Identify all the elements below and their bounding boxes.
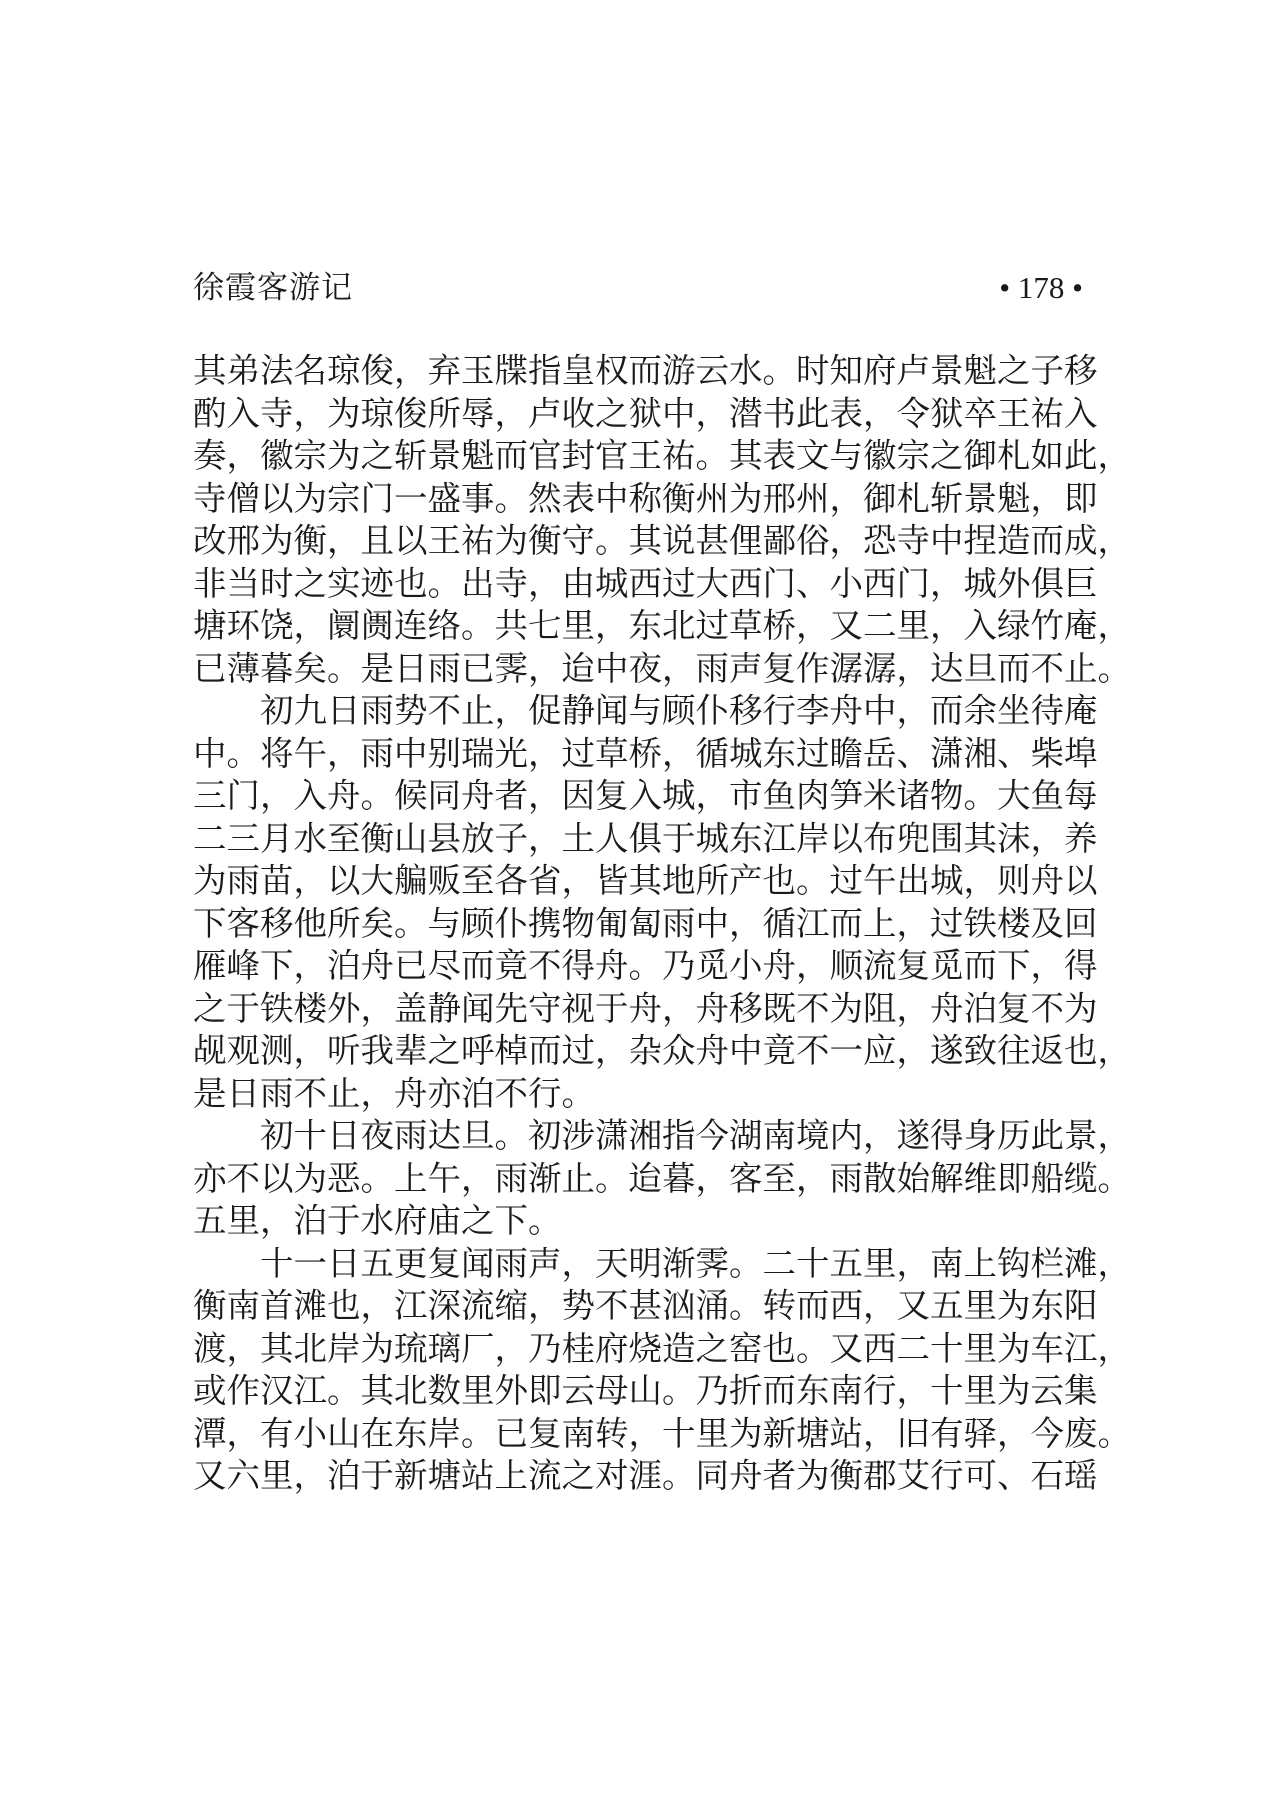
text-line: 觇观测，听我辈之呼棹而过，杂众舟中竟不一应，遂致往返也， [193,1031,1131,1070]
text-line: 五里，泊于水府庙之下。 [193,1201,562,1240]
text-line: 三门，入舟。候同舟者，因复入城，市鱼肉笋米诸物。大鱼每 [193,776,1098,815]
text-line: 已薄暮矣。是日雨已霁，迨中夜，雨声复作潺潺，达旦而不止。 [193,648,1131,688]
running-header [193,265,1083,311]
text-line: 潭，有小山在东岸。已复南转，十里为新塘站，旧有驿，今废。 [193,1413,1131,1453]
text-line: 改邢为衡，且以王祐为衡守。其说甚俚鄙俗，恐寺中捏造而成， [193,521,1131,560]
text-line: 是日雨不止，舟亦泊不行。 [193,1073,595,1113]
text-line: 二三月水至衡山县放子，土人俱于城东江岸以布兜围其沫，养 [193,818,1098,858]
text-line: 亦不以为恶。上午，雨渐止。迨暮，客至，雨散始解维即船缆。 [193,1158,1131,1198]
text-line: 初十日夜雨达旦。初涉潇湘指今湖南境内，遂得身历此景， [260,1116,1131,1155]
paragraph [193,690,1131,1115]
text-line: 中。将午，雨中别瑞光，过草桥，循城东过瞻岳、潇湘、柴埠 [193,733,1098,773]
paragraph [193,350,1131,690]
text-line: 下客移他所矣。与顾仆携物匍匐雨中，循江而上，过铁楼及回 [193,903,1098,943]
book-title: 徐霞客游记 [193,270,353,306]
text-line: 衡南首滩也，江深流缩，势不甚汹涌。转而西，又五里为东阳 [193,1286,1098,1325]
text-line: 雁峰下，泊舟已尽而竟不得舟。乃觅小舟，顺流复觅而下，得 [193,946,1098,985]
paragraph [193,1243,1131,1498]
text-line: 塘环饶，阛阓连络。共七里，东北过草桥，又二里，入绿竹庵， [193,606,1131,645]
text-line: 渡，其北岸为琉璃厂，乃桂府烧造之窑也。又西二十里为车江， [193,1328,1131,1368]
paragraph [193,1115,1131,1243]
text-line: 或作汉江。其北数里外即云母山。乃折而东南行，十里为云集 [193,1371,1098,1410]
text-line: 又六里，泊于新塘站上流之对涯。同舟者为衡郡艾行可、石瑶 [193,1456,1098,1495]
text-line: 酌入寺，为琼俊所辱，卢收之狱中，潜书此表，令狱卒王祐入 [193,393,1098,433]
text-line: 寺僧以为宗门一盛事。然表中称衡州为邢州，御札斩景魁，即 [193,478,1098,518]
text-line: 为雨苗，以大艑贩至各省，皆其地所产也。过午出城，则舟以 [193,861,1098,900]
text-line: 非当时之实迹也。出寺，由城西过大西门、小西门，城外俱巨 [193,563,1098,603]
text-line: 初九日雨势不止，促静闻与顾仆移行李舟中，而余坐待庵 [260,691,1098,730]
text-line: 十一日五更复闻雨声，天明渐霁。二十五里，南上钩栏滩， [260,1243,1131,1283]
text-line: 奏，徽宗为之斩景魁而官封官王祐。其表文与徽宗之御札如此， [193,436,1131,475]
body-text [193,350,1131,1498]
text-line: 其弟法名琼俊，弃玉牒指皇权而游云水。时知府卢景魁之子移 [193,351,1098,390]
page-number: • 178 • [999,270,1083,305]
text-line: 之于铁楼外，盖静闻先守视于舟，舟移既不为阻，舟泊复不为 [193,988,1098,1028]
